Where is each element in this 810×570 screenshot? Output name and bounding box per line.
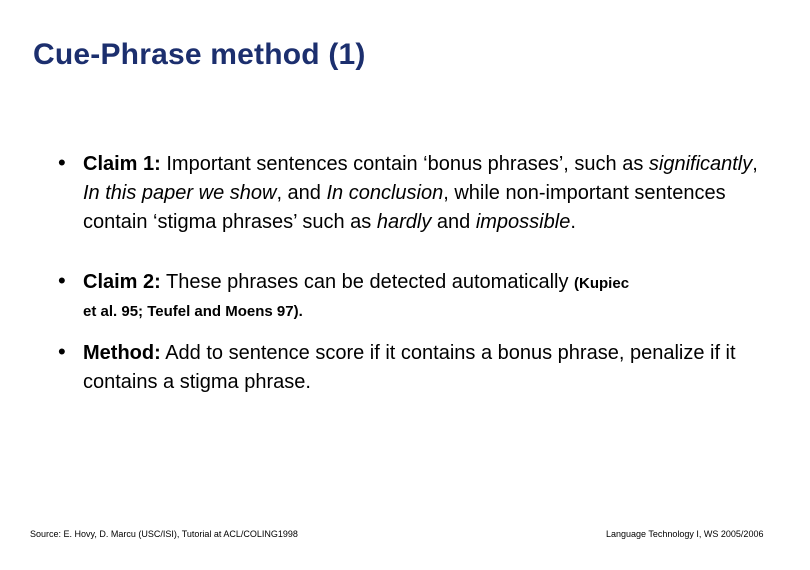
slide-title: Cue-Phrase method (1) (33, 38, 366, 71)
claim-1-example: In this paper we show (83, 182, 277, 204)
claim-2-text (83, 268, 778, 324)
claim-2-reference: (Kupiec (574, 275, 630, 292)
claim-1-example: significantly (648, 153, 753, 175)
claim-1-part: and (431, 211, 476, 233)
claim-1-part: , and (276, 182, 327, 204)
footer-course: Language Technology I, WS 2005/2006 (606, 529, 764, 539)
method-label: Method: (83, 342, 161, 364)
claim-2-part: These phrases can be detected automatically (160, 271, 575, 293)
claim-2-label: Claim 2: (83, 271, 161, 293)
footer-source: Source: E. Hovy, D. Marcu (USC/ISI), Tutorial at ACL/COLING1998 (30, 529, 298, 539)
claim-1-part: , (752, 153, 758, 175)
bullet-dot: • (58, 150, 66, 175)
claim-2-reference: et al. 95; Teufel and Moens 97). (83, 303, 303, 320)
claim-1-example: In conclusion (326, 182, 444, 204)
bullet-dot: • (58, 268, 66, 293)
claim-1-part: , while non-important sentences contain ‘stigma phrases’ such as (83, 182, 726, 233)
method-part: Add to sentence score if it contains a bonus phrase, penalize if it contains a stigma phrase. (83, 342, 736, 393)
claim-1-part: . (570, 211, 576, 233)
claim-1-example: hardly (376, 211, 432, 233)
claim-1-label: Claim 1: (83, 153, 161, 175)
claim-1-text (83, 150, 778, 237)
bullet-dot: • (58, 339, 66, 364)
method-text (83, 339, 778, 397)
claim-1-part: Important sentences contain ‘bonus phrases’, such as (160, 153, 649, 175)
claim-1-example: impossible (475, 211, 571, 233)
